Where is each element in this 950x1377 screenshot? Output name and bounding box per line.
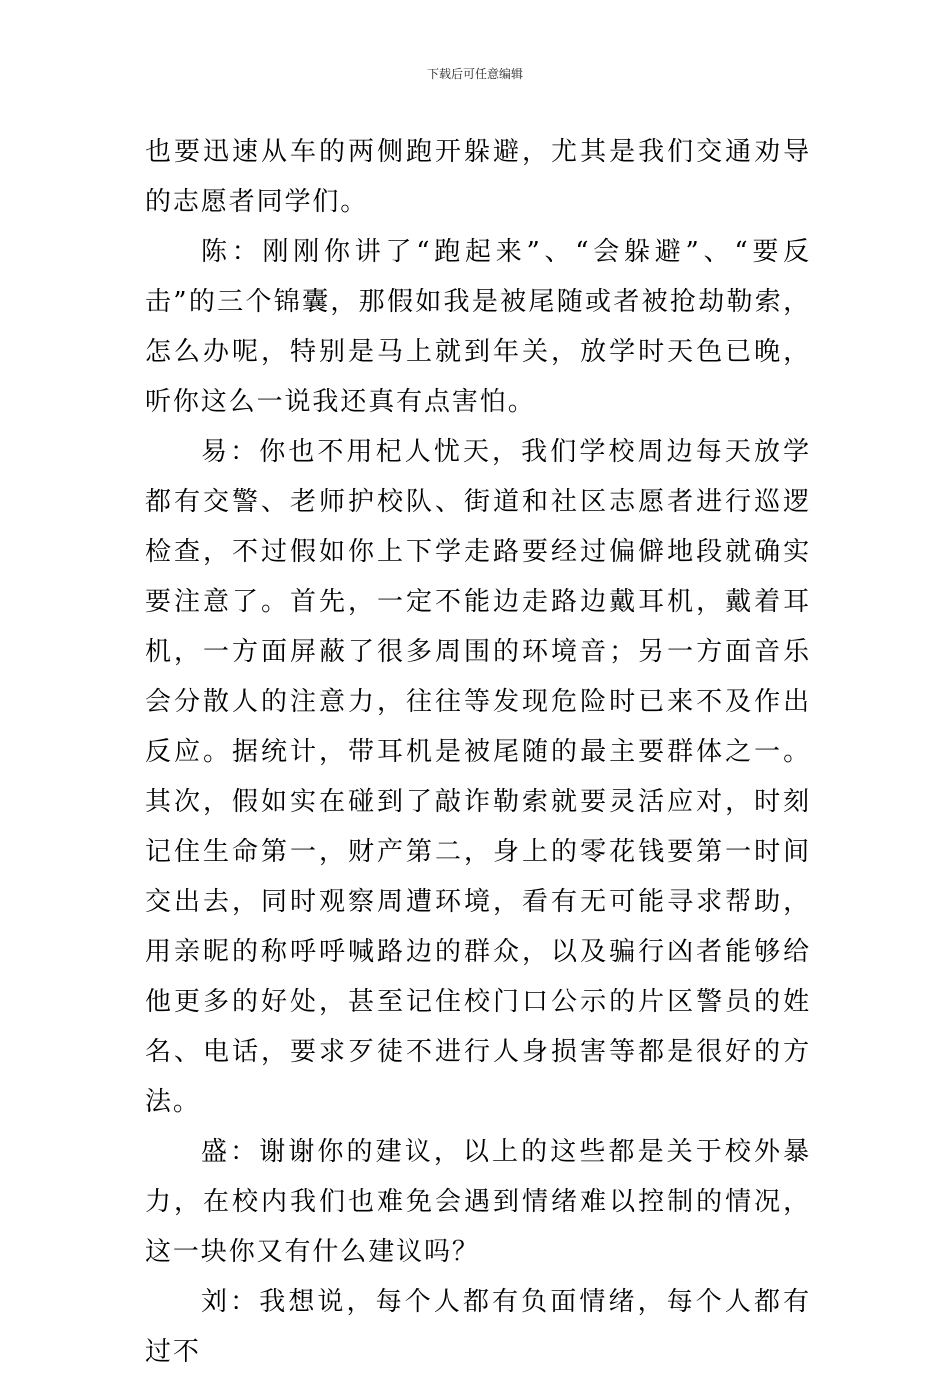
paragraph-continuation: 也要迅速从车的两侧跑开躲避，尤其是我们交通劝导的志愿者同学们。 — [145, 137, 811, 217]
document-body — [145, 127, 811, 1377]
paragraph-yi: 易：你也不用杞人忧天，我们学校周边每天放学都有交警、老师护校队、街道和社区志愿者进行巡逻检查，不过假如你上下学走路要经过偏僻地段就确实要注意了。首先，一定不能边走路边戴耳机，戴着耳机，一方面屏蔽了很多周围的环境音；另一方面音乐会分散人的注意力，往往等发现危险时已来不及作出反应。据统计，带耳机是被尾随的最主要群体之一。其次，假如实在碰到了敲诈勒索就要灵活应对，时刻记住生命第一，财产第二，身上的零花钱要第一时间交出去，同时观察周遭环境，看有无可能寻求帮助，用亲昵的称呼呼喊路边的群众，以及骗行凶者能够给他更多的好处，甚至记住校门口公示的片区警员的姓名、电话，要求歹徒不进行人身损害等都是很好的方法。 — [145, 437, 811, 1117]
paragraph-liu: 刘：我想说，每个人都有负面情绪，每个人都有过不 — [145, 1287, 811, 1367]
page-header-note: 下载后可任意编辑 — [426, 67, 523, 81]
paragraph-chen: 陈：刚刚你讲了“跑起来”、“会躲避”、“要反击”的三个锦囊，那假如我是被尾随或者被抢劫勒索，怎么办呢，特别是马上就到年关，放学时天色已晚，听你这么一说我还真有点害怕。 — [145, 237, 811, 417]
paragraph-sheng: 盛：谢谢你的建议，以上的这些都是关于校外暴力，在校内我们也难免会遇到情绪难以控制的情况，这一块你又有什么建议吗？ — [145, 1137, 811, 1267]
